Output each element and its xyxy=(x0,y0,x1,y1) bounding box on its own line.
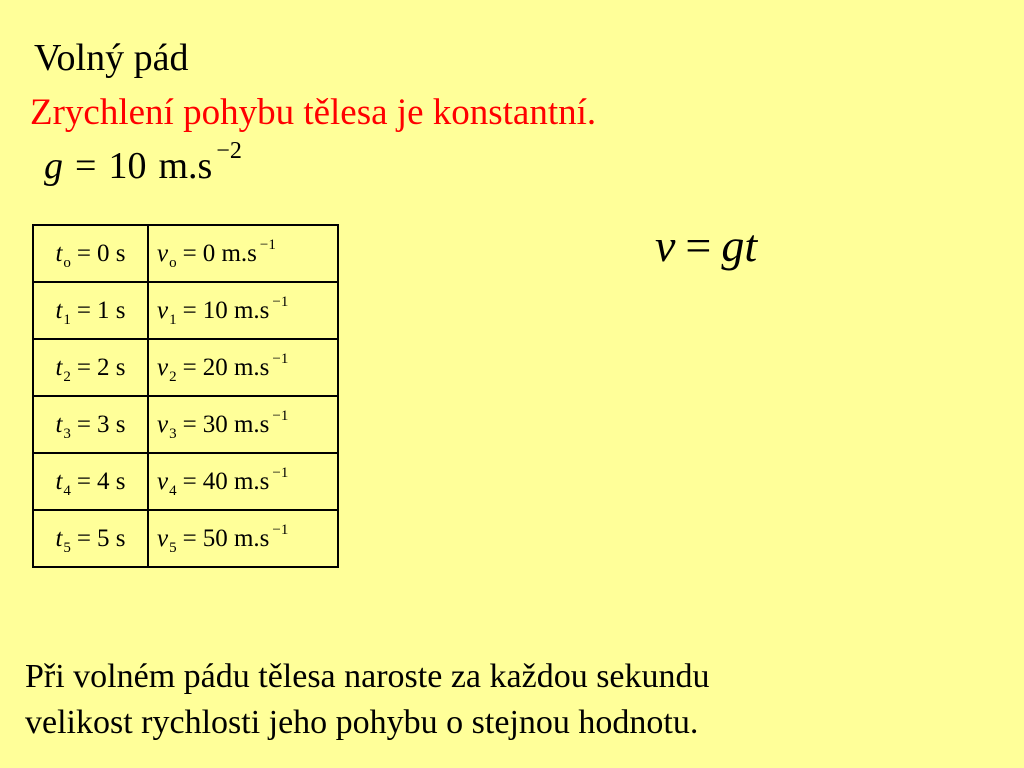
time-value: 3 s xyxy=(97,410,126,438)
velocity-subscript: 3 xyxy=(169,425,177,442)
g-value: 10 xyxy=(108,145,147,187)
table-row xyxy=(33,396,338,453)
g-exponent: −2 xyxy=(216,138,242,164)
formula-left: v xyxy=(655,220,676,271)
velocity-equals: = xyxy=(182,239,197,267)
velocity-cell xyxy=(148,396,338,453)
time-subscript: 3 xyxy=(63,425,71,442)
time-symbol: t xyxy=(55,410,63,438)
velocity-subscript: 2 xyxy=(169,368,177,385)
velocity-equals: = xyxy=(182,467,197,495)
velocity-cell xyxy=(148,282,338,339)
note-line-2: velikost rychlosti jeho pohybu o stejnou hodnotu. xyxy=(25,704,699,741)
velocity-equals: = xyxy=(182,524,197,552)
time-subscript: 5 xyxy=(63,539,71,556)
time-symbol: t xyxy=(55,467,63,495)
time-equals: = xyxy=(76,353,92,381)
formula-right: gt xyxy=(721,220,758,271)
velocity-value: 20 m.s xyxy=(202,353,270,381)
velocity-cell xyxy=(148,225,338,282)
velocity-cell xyxy=(148,453,338,510)
time-subscript: 4 xyxy=(63,482,71,499)
velocity-subscript: 4 xyxy=(169,482,177,499)
time-cell xyxy=(33,282,148,339)
velocity-exponent: −1 xyxy=(272,464,289,481)
velocity-symbol: v xyxy=(157,296,169,324)
velocity-exponent: −1 xyxy=(272,407,289,424)
velocity-symbol: v xyxy=(157,467,169,495)
velocity-symbol: v xyxy=(157,239,169,267)
velocity-exponent: −1 xyxy=(272,293,289,310)
g-unit: m.s xyxy=(158,145,213,187)
time-symbol: t xyxy=(55,524,63,552)
velocity-equals: = xyxy=(182,353,197,381)
velocity-symbol: v xyxy=(157,410,169,438)
velocity-subscript: 5 xyxy=(169,539,177,556)
time-subscript: 2 xyxy=(63,368,71,385)
slide-title: Volný pád xyxy=(34,37,189,79)
time-equals: = xyxy=(76,524,92,552)
time-cell xyxy=(33,339,148,396)
velocity-value: 30 m.s xyxy=(202,410,270,438)
time-value: 4 s xyxy=(97,467,126,495)
velocity-formula xyxy=(655,216,757,276)
velocity-value: 40 m.s xyxy=(202,467,270,495)
velocity-equals: = xyxy=(182,296,197,324)
time-value: 5 s xyxy=(97,524,126,552)
time-subscript: 1 xyxy=(63,311,71,328)
velocity-value: 50 m.s xyxy=(202,524,270,552)
table-row xyxy=(33,339,338,396)
slide-subtitle: Zrychlení pohybu tělesa je konstantní. xyxy=(30,92,597,133)
table-row xyxy=(33,510,338,567)
g-symbol: g xyxy=(44,145,63,187)
velocity-symbol: v xyxy=(157,524,169,552)
velocity-symbol: v xyxy=(157,353,169,381)
time-subscript: o xyxy=(63,254,71,271)
time-cell xyxy=(33,396,148,453)
table-body xyxy=(33,225,338,567)
time-symbol: t xyxy=(55,296,63,324)
time-symbol: t xyxy=(55,353,63,381)
velocity-value: 0 m.s xyxy=(202,239,257,267)
velocity-subscript: o xyxy=(169,254,177,271)
time-equals: = xyxy=(76,410,92,438)
velocity-subscript: 1 xyxy=(169,311,177,328)
time-value: 0 s xyxy=(97,239,126,267)
time-equals: = xyxy=(76,239,92,267)
gravity-equation xyxy=(44,138,242,199)
time-velocity-table xyxy=(32,224,339,568)
table-row xyxy=(33,453,338,510)
time-value: 2 s xyxy=(97,353,126,381)
velocity-exponent: −1 xyxy=(272,350,289,367)
time-symbol: t xyxy=(55,239,63,267)
time-cell xyxy=(33,510,148,567)
velocity-cell xyxy=(148,510,338,567)
table-row xyxy=(33,282,338,339)
formula-equals: = xyxy=(685,220,712,271)
velocity-value: 10 m.s xyxy=(202,296,270,324)
velocity-exponent: −1 xyxy=(272,521,289,538)
velocity-exponent: −1 xyxy=(259,236,276,253)
conclusion-note xyxy=(25,654,1005,746)
time-cell xyxy=(33,225,148,282)
time-value: 1 s xyxy=(97,296,126,324)
velocity-cell xyxy=(148,339,338,396)
table-row xyxy=(33,225,338,282)
time-cell xyxy=(33,453,148,510)
note-line-1: Při volném pádu tělesa naroste za každou sekundu xyxy=(25,658,710,695)
time-equals: = xyxy=(76,296,92,324)
velocity-equals: = xyxy=(182,410,197,438)
time-equals: = xyxy=(76,467,92,495)
g-equals: = xyxy=(75,145,97,187)
